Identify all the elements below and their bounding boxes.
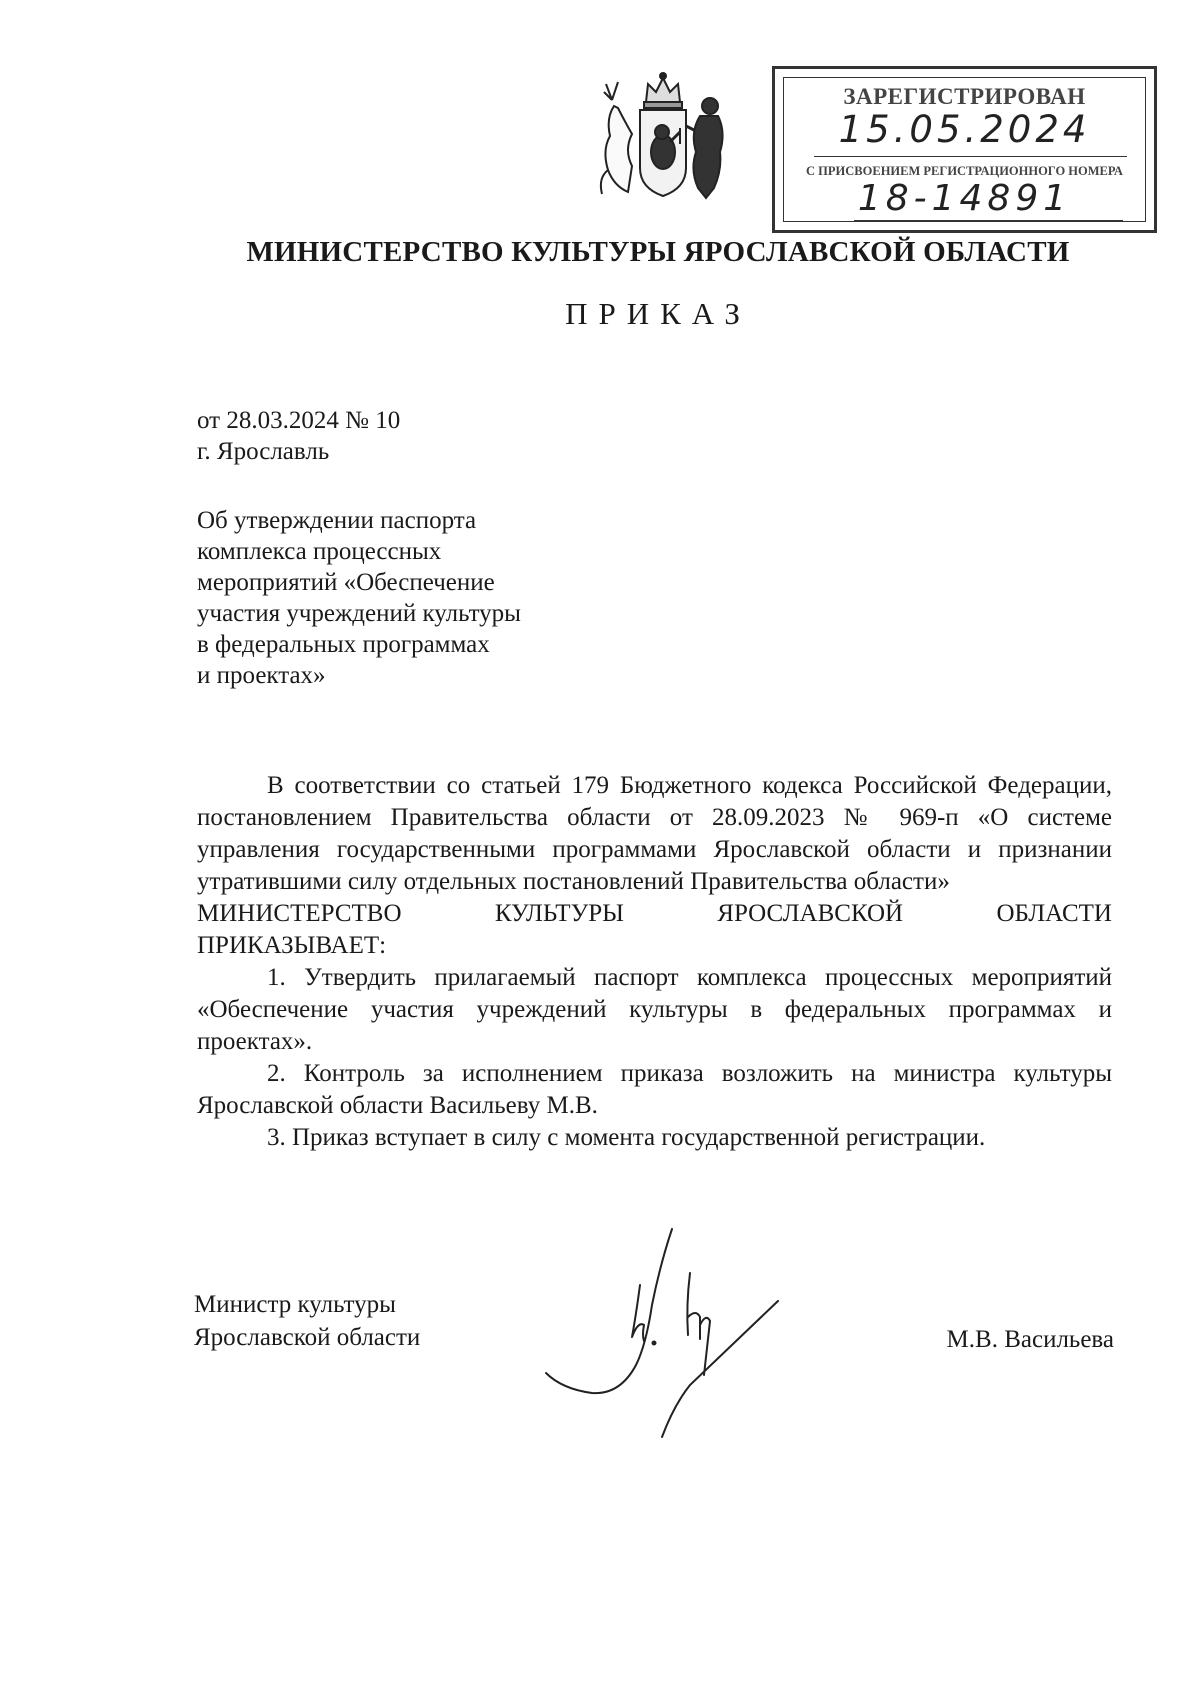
coat-of-arms-icon — [588, 70, 738, 210]
subject-line: участия учреждений культуры — [197, 600, 521, 627]
order-item: 3. Приказ вступает в силу с момента государственной регистрации. — [267, 1124, 986, 1151]
handwritten-signature — [540, 1225, 800, 1450]
signer-title — [194, 1288, 594, 1354]
stamp-inner-frame — [783, 77, 1146, 222]
subject-line: в федеральных программах — [197, 631, 490, 658]
orders-line-verb: ПРИКАЗЫВАЕТ: — [197, 932, 387, 959]
preamble-paragraph: В соответствии со статьей 179 Бюджетного кодекса Российской Федерации, постановлением Правительства области от 28.09.2023 № 969-п «О системе управления государственными программами Ярославской области и признании утратившими силу отдельных постановлений Правительства области» — [197, 772, 1112, 895]
stamp-title: ЗАРЕГИСТРИРОВАН — [843, 84, 1086, 109]
signer-title-line: Ярославской области — [194, 1324, 421, 1351]
subject-line: и проектах» — [197, 662, 326, 689]
order-item: 2. Контроль за исполнением приказа возложить на министра культуры Ярославской области Васильеву М.В. — [197, 1060, 1112, 1119]
signer-title-line: Министр культуры — [194, 1291, 396, 1318]
subject-line: Об утверждении паспорта — [197, 507, 477, 534]
registration-stamp — [772, 66, 1157, 233]
document-type-title: ПРИКАЗ — [565, 296, 751, 331]
signer-name: М.В. Васильева — [946, 1326, 1114, 1353]
date-number: от 28.03.2024 № 10 — [197, 407, 401, 434]
document-meta — [197, 405, 717, 467]
stamp-underline-number — [854, 220, 1123, 221]
stamp-subtitle: С ПРИСВОЕНИЕМ РЕГИСТРАЦИОННОГО НОМЕРА — [806, 164, 1123, 178]
stamp-date: 15.05.2024 — [838, 108, 1091, 151]
city: г. Ярославль — [197, 438, 330, 465]
document-subject — [197, 505, 757, 691]
orders-line-ministry: МИНИСТЕРСТВО КУЛЬТУРЫ ЯРОСЛАВСКОЙ ОБЛАСТИ — [197, 900, 1112, 927]
stamp-reg-number: 18-14891 — [857, 178, 1072, 219]
subject-line: мероприятий «Обеспечение — [197, 569, 495, 596]
order-item: 1. Утвердить прилагаемый паспорт комплекса процессных мероприятий «Обеспечение участия учреждений культуры в федеральных программах и проектах». — [197, 964, 1112, 1055]
stamp-underline-date — [814, 156, 1127, 157]
ministry-title: МИНИСТЕРСТВО КУЛЬТУРЫ ЯРОСЛАВСКОЙ ОБЛАСТИ — [246, 236, 1070, 268]
subject-line: комплекса процессных — [197, 538, 442, 565]
document-body — [197, 770, 1112, 1154]
